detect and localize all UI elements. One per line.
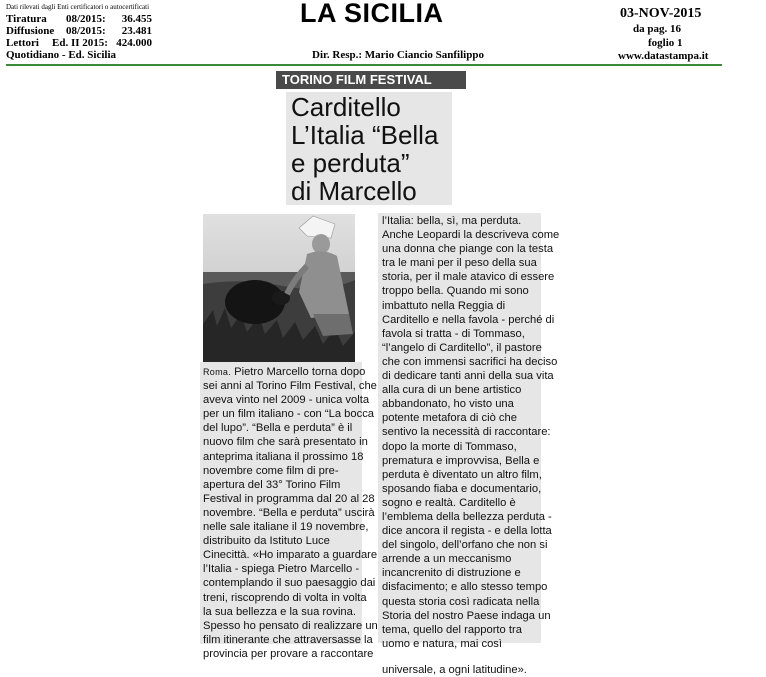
text-line: anteprima italiana il prossimo 18: [203, 450, 364, 463]
text-line: di dedicare tanti anni della sua vita: [382, 370, 554, 383]
stat-period: Ed. II 2015:: [52, 37, 108, 49]
text-line: dopo la morte di Tommaso,: [382, 440, 517, 453]
text-line: “l’angelo di Carditello”, il pastore: [382, 341, 542, 354]
text-line: l’emblema della bellezza perduta -: [382, 510, 552, 523]
headline-line: di Marcello: [291, 176, 417, 206]
stat-label: Lettori: [6, 37, 39, 49]
text-line: uomo e natura, mai così: [382, 637, 503, 650]
text-line: l’Italia - spiega Pietro Marcello -: [203, 563, 360, 576]
text-line: nuovo film che sarà presentato in: [203, 436, 368, 449]
headline-line: Carditello: [291, 92, 401, 122]
text-line: la sua bellezza e la sua rovina.: [203, 605, 356, 618]
text-line: Storia del nostro Paese indaga un: [382, 609, 551, 622]
text-line: l’Italia: bella, sì, ma perduta.: [382, 215, 522, 227]
certification-note: Dati rilevati dagli Enti certificatori o autocertificati: [6, 3, 150, 11]
text-line: del lupo”. “Bella e perduta” è il: [203, 422, 353, 435]
column-gap: [382, 651, 541, 663]
text-line: provincia per provare a raccontare: [203, 647, 374, 660]
text-line: sogno e realtà. Carditello è: [382, 496, 516, 509]
page-reference: da pag. 16: [633, 23, 681, 35]
text-line: incancrenito di distruzione e: [382, 567, 521, 580]
stat-value: 23.481: [121, 25, 152, 37]
text-line: tema, quello del rapporto tra: [382, 623, 522, 636]
headline-line: e perduta”: [291, 148, 410, 178]
issue-date: 03-NOV-2015: [620, 6, 702, 21]
header-rule: [6, 64, 722, 66]
text-line: arrende a un meccanismo: [382, 553, 512, 566]
text-line: Anche Leopardi la descriveva come: [382, 229, 560, 242]
article-column-right: [378, 213, 560, 676]
director-line: Dir. Resp.: Mario Ciancio Sanfilippo: [312, 49, 484, 61]
edition-label: Quotidiano - Ed. Sicilia: [6, 49, 117, 61]
text-line: sei anni al Torino Film Festival, che: [203, 380, 377, 393]
text-line: abbandonato, ho visto una: [382, 398, 514, 411]
text-line: novembre come film di pre-: [203, 464, 339, 477]
text-line: nelle sale italiane il 19 novembre,: [203, 521, 369, 534]
text-line: universale, a ogni latitudine».: [382, 663, 527, 676]
text-line: una donna che piange con la testa: [382, 243, 554, 256]
text-line: perduta è diventato un altro film,: [382, 468, 542, 481]
text-line: del singolo, dell’orfano che non si: [382, 539, 548, 552]
article-column-left: [200, 362, 378, 660]
stat-label: Tiratura: [6, 13, 47, 25]
text-line: film itinerante che attraversasse la: [203, 633, 373, 646]
text-line: distribuito da Istituto Luce: [203, 535, 330, 548]
text-line: Cinecittà. «Ho imparato a guardare: [203, 549, 378, 562]
sheet-reference: foglio 1: [648, 37, 683, 49]
text-line: sposando fiaba e documentario,: [382, 482, 542, 495]
text-line: contemplando il suo paesaggio dai: [203, 577, 376, 590]
masthead-logo: LA SICILIA: [300, 0, 444, 28]
text-line: treni, riscoprendo di volta in volta: [203, 591, 367, 604]
text-line: disfacimento; e allo stesso tempo: [382, 581, 548, 594]
section-label: TORINO FILM FESTIVAL: [276, 71, 466, 89]
text-line: alla cura di un bene artistico: [382, 384, 522, 397]
text-line: favola si tratta - di Tommaso,: [382, 327, 525, 340]
text-line: troppo bella. Quando mi sono: [382, 285, 529, 298]
website-link[interactable]: www.datastampa.it: [618, 50, 709, 62]
text-line: aveva vinto nel 2009 - unica volta: [203, 394, 370, 407]
stat-value: 36.455: [121, 13, 152, 25]
dateline: Roma.: [203, 367, 232, 377]
text-line: apertura del 33° Torino Film: [203, 478, 341, 491]
text-line: novembre. “Bella e perduta” uscirà: [203, 506, 375, 519]
text-line: tra le mani per il peso della sua: [382, 257, 537, 270]
stat-period: 08/2015:: [66, 25, 106, 37]
text-line: questa storia così radicata nella: [382, 595, 540, 608]
text-line: storia, per il male atavico di essere: [382, 271, 555, 284]
text-line: per un film italiano - con “La bocca: [203, 408, 375, 421]
stat-value: 424.000: [116, 37, 152, 49]
stat-label: Diffusione: [6, 25, 55, 37]
text-line: dice ancora il regista - e della lotta: [382, 525, 552, 538]
text-line: prematura e improvvisa, Bella e: [382, 454, 540, 467]
text-line: Carditello e nella favola - perché di: [382, 313, 555, 326]
article-photo: [203, 214, 355, 362]
photo-illustration: [203, 214, 355, 362]
stat-period: 08/2015:: [66, 13, 106, 25]
text-line: potente metafora di ciò che: [382, 412, 517, 425]
text-line: sentivo la necessità di raccontare:: [382, 426, 551, 439]
text-line: Pietro Marcello torna dopo: [234, 366, 366, 378]
text-line: Spesso ho pensato di realizzare un: [203, 619, 378, 632]
text-line: Festival in programma dal 20 al 28: [203, 492, 375, 505]
headline-line: L’Italia “Bella: [291, 120, 439, 150]
text-line: [203, 365, 366, 379]
text-line: imbattuto nella Reggia di: [382, 299, 506, 312]
text-line: che con immensi sacrifici ha deciso: [382, 355, 558, 368]
article-headline: [291, 93, 438, 205]
